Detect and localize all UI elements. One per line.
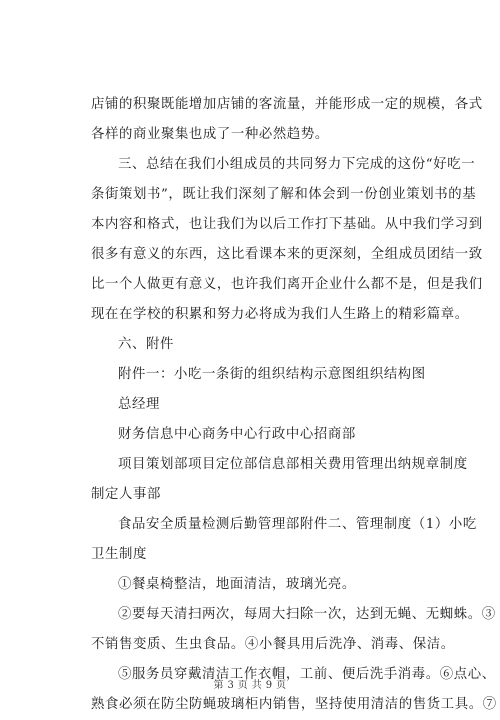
body-line: 各样的商业聚集也成了一种必然趋势。 (91, 127, 329, 142)
page-number-footer: 第 3 页 共 9 页 (213, 680, 287, 691)
body-line: 现在在学校的积累和努力必将成为我们人生路上的精彩篇章。 (91, 307, 469, 322)
body-line: 很多有意义的东西，这比看课本来的更深刻，全组成员团结一致 (91, 247, 483, 262)
body-line: ①餐桌椅整洁，地面清洁，玻璃光亮。 (118, 577, 356, 592)
body-line: 附件一：小吃一条街的组织结构示意图组织结构图 (118, 367, 426, 382)
body-line: 项目策划部项目定位部信息部相关费用管理出纳规章制度 (118, 457, 468, 472)
body-line: ②要每天清扫两次，每周大扫除一次，达到无蝇、无蜘蛛。③ (118, 607, 496, 622)
body-line: 条街策划书”，既让我们深刻了解和体会到一份创业策划书的基 (91, 187, 477, 202)
body-line: 食品安全质量检测后勤管理部附件二、管理制度（1）小吃 (118, 517, 477, 532)
body-line: 卫生制度 (91, 547, 147, 562)
body-line: 不销售变质、生虫食品。④小餐具用后洗净、消毒、保洁。 (91, 637, 455, 652)
section-heading: 六、附件 (118, 337, 174, 352)
body-line: 制定人事部 (91, 487, 161, 502)
body-line: 三、总结在我们小组成员的共同努力下完成的这份“好吃一 (118, 157, 476, 172)
body-line: ⑤服务员穿戴清洁工作衣帽，工前、便后洗手消毒。⑥点心、 (118, 667, 496, 682)
document-body (91, 90, 497, 720)
body-line: 比一个人做更有意义，也许我们离开企业什么都不是，但是我们 (91, 277, 483, 292)
body-line: 店铺的积聚既能增加店铺的客流量，并能形成一定的规模，各式 (91, 97, 483, 112)
body-line: 总经理 (118, 397, 160, 412)
body-line: 本内容和格式，也让我们为以后工作打下基础。从中我们学习到 (91, 217, 483, 232)
body-line: 财务信息中心商务中心行政中心招商部 (118, 427, 356, 442)
body-line: 熟食必须在防尘防蝇玻璃柜内销售，坚持使用清洁的售货工具。⑦ (91, 697, 497, 712)
